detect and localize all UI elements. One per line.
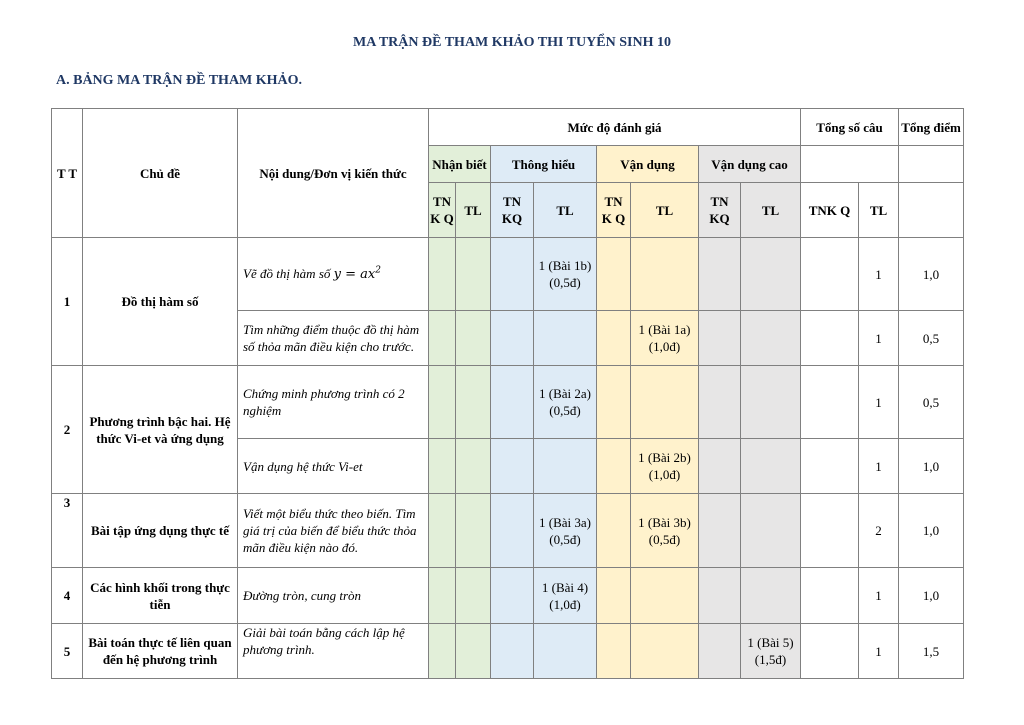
header-topic: Chủ đề	[83, 109, 238, 238]
cell-tl-count: 2	[859, 494, 899, 568]
row-topic: Bài tập ứng dụng thực tế	[83, 494, 238, 568]
header-blank	[899, 146, 964, 183]
cell-vd-tl: 1 (Bài 1a) (1,0đ)	[631, 311, 699, 366]
header-total-points: Tổng điểm	[899, 109, 964, 146]
header-vd-tnkq: TN K Q	[597, 183, 631, 238]
header-content: Nội dung/Đơn vị kiến thức	[238, 109, 429, 238]
document-title: MA TRẬN ĐỀ THAM KHẢO THI TUYỂN SINH 10	[353, 35, 671, 50]
cell-points: 0,5	[899, 311, 964, 366]
cell-th-tl	[534, 624, 597, 679]
row-number: 3	[52, 494, 83, 568]
cell-tl-count: 1	[859, 311, 899, 366]
row-number: 5	[52, 624, 83, 679]
header-nb-tnkq: TN K Q	[429, 183, 456, 238]
cell-tl-count: 1	[859, 366, 899, 439]
cell-vdc-tl	[741, 568, 801, 624]
table-row	[52, 494, 964, 568]
header-sum-tl: TL	[859, 183, 899, 238]
cell-vdc-tl	[741, 238, 801, 311]
cell-th-tl: 1 (Bài 2a) (0,5đ)	[534, 366, 597, 439]
cell-tl-count: 1	[859, 568, 899, 624]
cell-vd-tl	[631, 568, 699, 624]
cell-vdc-tl	[741, 494, 801, 568]
assessment-matrix-table	[51, 108, 964, 679]
row-number: 2	[52, 366, 83, 494]
header-tt: T T	[52, 109, 83, 238]
header-blank	[899, 183, 964, 238]
header-blank	[801, 146, 899, 183]
row-content: Viết một biểu thức theo biến. Tìm giá trị của biến để biểu thức thỏa mãn điều kiện nào đó.	[238, 494, 429, 568]
cell-points: 1,0	[899, 238, 964, 311]
cell-th-tl	[534, 439, 597, 494]
cell-th-tl	[534, 311, 597, 366]
header-sum-tnkq: TNK Q	[801, 183, 859, 238]
table-row	[52, 624, 964, 679]
cell-vd-tl: 1 (Bài 3b) (0,5đ)	[631, 494, 699, 568]
cell-vdc-tl	[741, 366, 801, 439]
cell-vdc-tl: 1 (Bài 5) (1,5đ)	[741, 624, 801, 679]
cell-vd-tl	[631, 366, 699, 439]
cell-vd-tl: 1 (Bài 2b) (1,0đ)	[631, 439, 699, 494]
cell-points: 1,0	[899, 494, 964, 568]
header-comprehension: Thông hiểu	[491, 146, 597, 183]
row-content: Đường tròn, cung tròn	[238, 568, 429, 624]
header-recognition: Nhận biết	[429, 146, 491, 183]
section-heading: A. BẢNG MA TRẬN ĐỀ THAM KHẢO.	[56, 73, 303, 88]
table-row	[52, 366, 964, 439]
cell-vd-tl	[631, 624, 699, 679]
header-total-questions: Tổng số câu	[801, 109, 899, 146]
header-application: Vận dụng	[597, 146, 699, 183]
cell-tl-count: 1	[859, 624, 899, 679]
row-content: Tìm những điểm thuộc đồ thị hàm số thỏa mãn điều kiện cho trước.	[238, 311, 429, 366]
cell-vd-tl	[631, 238, 699, 311]
cell-points: 0,5	[899, 366, 964, 439]
row-topic: Bài toán thực tế liên quan đến hệ phương trình	[83, 624, 238, 679]
cell-tl-count: 1	[859, 238, 899, 311]
row-topic: Đồ thị hàm số	[83, 238, 238, 366]
row-number: 4	[52, 568, 83, 624]
formula: $y = ax^2$	[333, 265, 381, 282]
table-row	[52, 568, 964, 624]
header-vdc-tnkq: TN KQ	[699, 183, 741, 238]
header-th-tnkq: TN KQ	[491, 183, 534, 238]
table-row	[52, 238, 964, 311]
row-topic: Các hình khối trong thực tiễn	[83, 568, 238, 624]
header-nb-tl: TL	[456, 183, 491, 238]
header-vd-tl: TL	[631, 183, 699, 238]
cell-vdc-tl	[741, 311, 801, 366]
cell-points: 1,5	[899, 624, 964, 679]
cell-th-tl: 1 (Bài 1b) (0,5đ)	[534, 238, 597, 311]
cell-th-tl: 1 (Bài 4) (1,0đ)	[534, 568, 597, 624]
row-content: Chứng minh phương trình có 2 nghiệm	[238, 366, 429, 439]
header-assessment-level: Mức độ đánh giá	[429, 109, 801, 146]
cell-points: 1,0	[899, 568, 964, 624]
header-th-tl: TL	[534, 183, 597, 238]
cell-th-tl: 1 (Bài 3a) (0,5đ)	[534, 494, 597, 568]
row-topic: Phương trình bậc hai. Hệ thức Vi-et và ứng dụng	[83, 366, 238, 494]
header-advanced-application: Vận dụng cao	[699, 146, 801, 183]
cell-points: 1,0	[899, 439, 964, 494]
header-row-1	[52, 109, 964, 146]
row-content: Giải bài toán bằng cách lập hệ phương trình.	[238, 624, 429, 679]
cell-tl-count: 1	[859, 439, 899, 494]
cell-vdc-tl	[741, 439, 801, 494]
row-number: 1	[52, 238, 83, 366]
header-vdc-tl: TL	[741, 183, 801, 238]
row-content: Vận dụng hệ thức Vi-et	[238, 439, 429, 494]
row-content: Vẽ đồ thị hàm số $y = ax^2$	[238, 238, 429, 311]
